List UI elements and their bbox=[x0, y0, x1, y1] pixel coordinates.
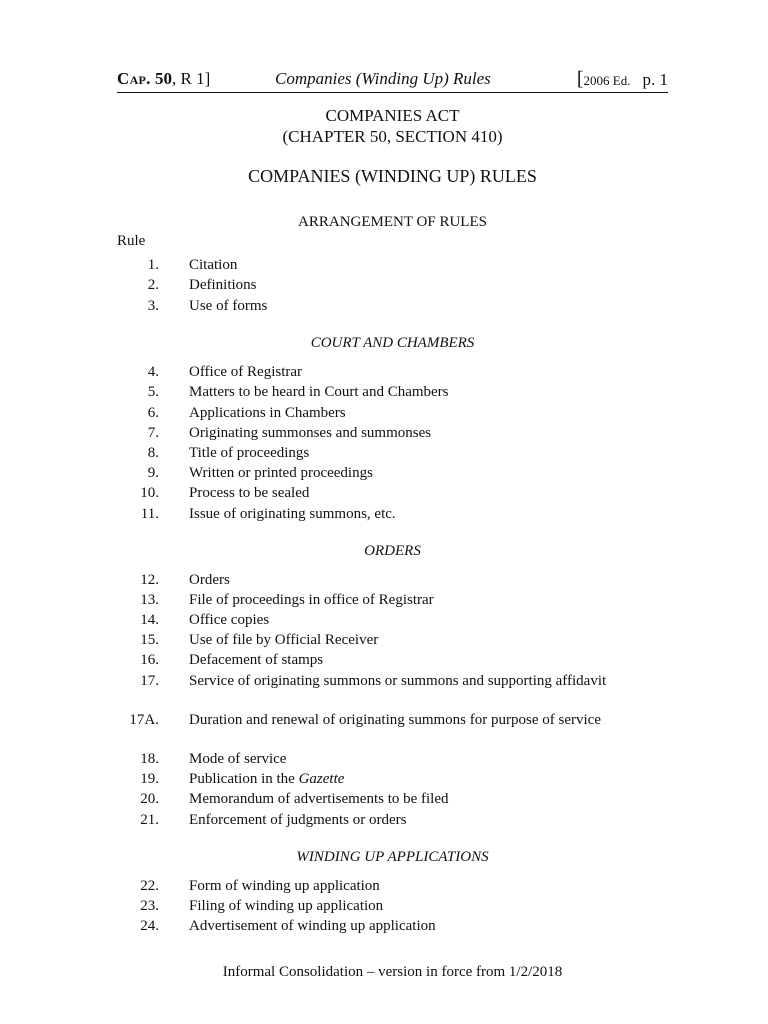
consolidation-footer: Informal Consolidation – version in force from 1/2/2018 bbox=[222, 964, 563, 980]
header-cap-rest: , R 1] bbox=[171, 69, 211, 88]
act-title: COMPANIES ACT bbox=[325, 106, 460, 125]
header-cap-number: 50 bbox=[154, 69, 172, 88]
header-chapter-ref bbox=[117, 69, 210, 89]
rules-title: COMPANIES (WINDING UP) RULES bbox=[248, 166, 537, 186]
rule-column-label: Rule bbox=[117, 233, 146, 249]
section-heading-court: COURT AND CHAMBERS bbox=[310, 335, 475, 351]
page-number: p. 1 bbox=[642, 70, 668, 89]
header-title: Companies (Winding Up) Rules bbox=[275, 69, 491, 88]
section-heading-winding-up: WINDING UP APPLICATIONS bbox=[296, 849, 489, 865]
chapter-title: (CHAPTER 50, SECTION 410) bbox=[282, 127, 503, 146]
section-heading-orders: ORDERS bbox=[364, 543, 421, 559]
running-header bbox=[117, 68, 668, 93]
header-edition: 2006 Ed. bbox=[583, 73, 631, 88]
header-bracket: [ bbox=[576, 68, 584, 90]
arrangement-heading: ARRANGEMENT OF RULES bbox=[298, 214, 487, 230]
header-cap-word: Cap. bbox=[117, 69, 151, 88]
header-edition-page bbox=[577, 68, 668, 91]
